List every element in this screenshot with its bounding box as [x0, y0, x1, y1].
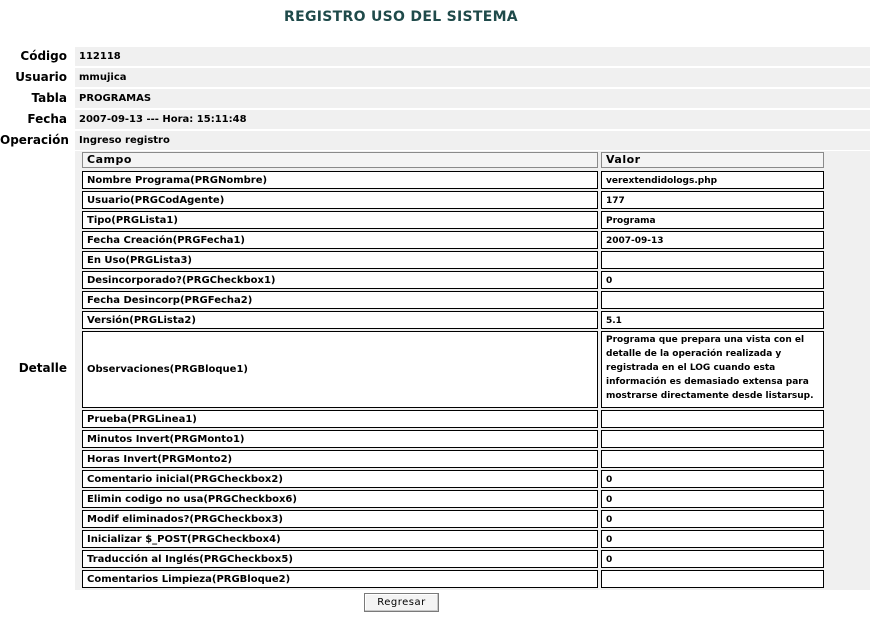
field-value: 0 [601, 470, 824, 488]
field-name: Modif eliminados?(PRGCheckbox3) [82, 510, 598, 528]
header-campo: Campo [82, 152, 598, 168]
table-row [82, 231, 824, 249]
fecha-label: Fecha [27, 112, 67, 126]
regresar-button[interactable]: Regresar [364, 593, 439, 612]
usuario-label: Usuario [15, 70, 67, 84]
field-name: Tipo(PRGLista1) [82, 211, 598, 229]
field-name: Inicializar $_POST(PRGCheckbox4) [82, 530, 598, 548]
grid-header [82, 152, 824, 168]
field-value [601, 450, 824, 468]
table-row [82, 430, 824, 448]
field-value: 5.1 [601, 311, 824, 329]
field-value: Programa que prepara una vista con el detalle de la operación realizada y registrada en el LOG cuando esta información es demasiado extensa para mostrarse directamente desde listarsup. [601, 331, 824, 408]
table-row [82, 191, 824, 209]
table-row [82, 450, 824, 468]
field-value [601, 410, 824, 428]
tabla-value: PROGRAMAS [75, 89, 870, 108]
field-value: 2007-09-13 [601, 231, 824, 249]
field-name: En Uso(PRGLista3) [82, 251, 598, 269]
tabla-label: Tabla [31, 91, 67, 105]
field-value: verextendidologs.php [601, 171, 824, 189]
codigo-value: 112118 [75, 47, 870, 66]
field-value [601, 251, 824, 269]
field-name: Elimin codigo no usa(PRGCheckbox6) [82, 490, 598, 508]
table-row [82, 271, 824, 289]
info-row-codigo [0, 47, 870, 66]
info-row-fecha [0, 110, 870, 129]
operacion-value: Ingreso registro [75, 131, 870, 150]
field-name: Comentarios Limpieza(PRGBloque2) [82, 570, 598, 588]
detalle-label: Detalle [18, 361, 67, 375]
info-row-tabla [0, 89, 870, 108]
field-value: Programa [601, 211, 824, 229]
table-row [82, 530, 824, 548]
field-value [601, 291, 824, 309]
fecha-value: 2007-09-13 --- Hora: 15:11:48 [75, 110, 870, 129]
table-row [82, 550, 824, 568]
field-name: Prueba(PRGLinea1) [82, 410, 598, 428]
field-name: Observaciones(PRGBloque1) [82, 331, 598, 408]
field-value: 0 [601, 271, 824, 289]
detail-grid [82, 152, 824, 590]
page-title: REGISTRO USO DEL SISTEMA [284, 9, 518, 25]
field-value: 0 [601, 530, 824, 548]
usuario-value: mmujica [75, 68, 870, 87]
table-row [82, 470, 824, 488]
table-row [82, 291, 824, 309]
field-value [601, 430, 824, 448]
field-name: Comentario inicial(PRGCheckbox2) [82, 470, 598, 488]
field-name: Fecha Creación(PRGFecha1) [82, 231, 598, 249]
table-row [82, 510, 824, 528]
operacion-label: Operación [0, 133, 69, 147]
table-row [82, 251, 824, 269]
field-name: Versión(PRGLista2) [82, 311, 598, 329]
field-name: Fecha Desincorp(PRGFecha2) [82, 291, 598, 309]
info-row-operacion [0, 131, 870, 150]
table-row [82, 570, 824, 588]
field-name: Nombre Programa(PRGNombre) [82, 171, 598, 189]
table-row [82, 410, 824, 428]
table-row [82, 331, 824, 408]
table-row [82, 311, 824, 329]
info-row-usuario [0, 68, 870, 87]
field-value: 177 [601, 191, 824, 209]
header-valor: Valor [601, 152, 824, 168]
field-name: Minutos Invert(PRGMonto1) [82, 430, 598, 448]
field-name: Desincorporado?(PRGCheckbox1) [82, 271, 598, 289]
table-row [82, 211, 824, 229]
field-name: Horas Invert(PRGMonto2) [82, 450, 598, 468]
table-row [82, 171, 824, 189]
table-row [82, 490, 824, 508]
field-value [601, 570, 824, 588]
field-name: Usuario(PRGCodAgente) [82, 191, 598, 209]
field-value: 0 [601, 490, 824, 508]
field-name: Traducción al Inglés(PRGCheckbox5) [82, 550, 598, 568]
codigo-label: Código [20, 49, 67, 63]
field-value: 0 [601, 510, 824, 528]
field-value: 0 [601, 550, 824, 568]
